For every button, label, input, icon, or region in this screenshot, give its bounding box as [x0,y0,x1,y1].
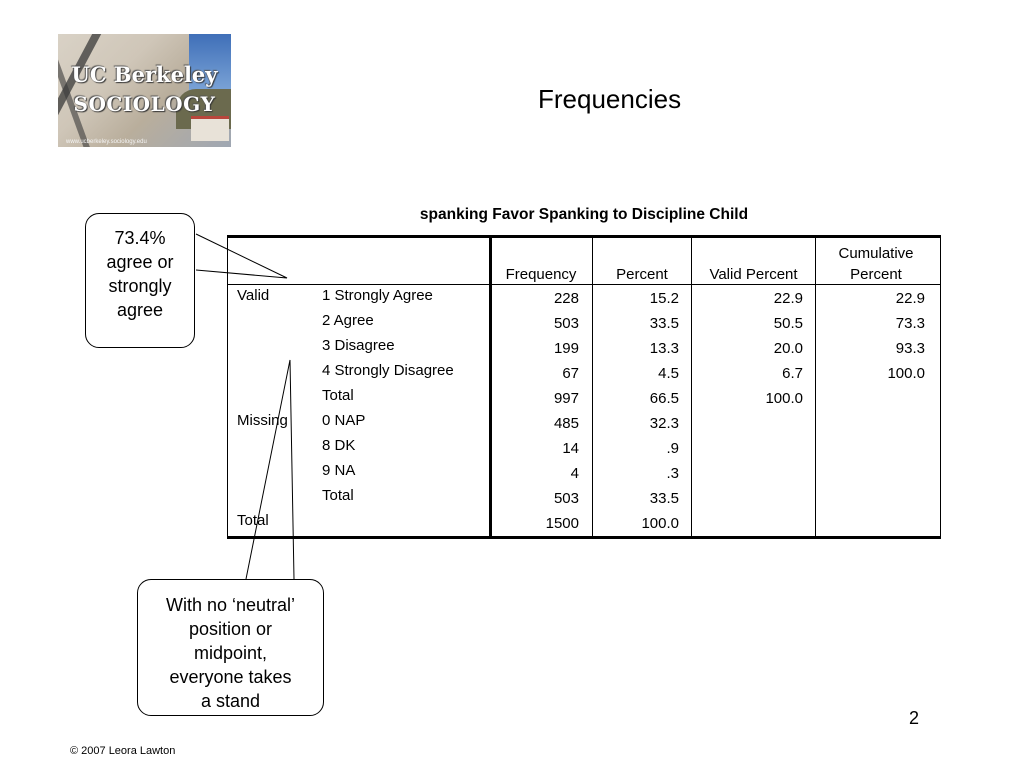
row-frequency: 503 [553,490,579,507]
page-number: 2 [909,708,920,728]
row-label: Total [322,487,354,504]
header-percent: Percent [616,266,668,283]
row-percent: 15.2 [649,290,679,307]
row-label: 0 NAP [322,412,366,429]
callout-line: With no ‘neutral’ [165,595,296,615]
row-valid-percent: 20.0 [773,340,803,357]
callout-no-neutral [137,579,324,716]
logo-line-2: SOCIOLOGY [73,92,216,116]
row-frequency: 997 [553,390,579,407]
row-label: 3 Disagree [322,337,395,354]
row-percent: 100.0 [641,515,679,532]
row-frequency: 1500 [545,515,579,532]
row-percent: 4.5 [658,365,679,382]
callout-agree-summary [85,213,195,348]
header-frequency: Frequency [505,266,577,283]
row-valid-percent: 6.7 [782,365,803,382]
row-cumulative: 22.9 [895,290,925,307]
row-label: 4 Strongly Disagree [322,362,454,379]
row-percent: 32.3 [649,415,679,432]
row-valid-percent: 22.9 [773,290,803,307]
row-frequency: 503 [553,315,579,332]
copyright-notice: © 2007 Leora Lawton [70,745,176,757]
callout-line: a stand [200,691,261,711]
callout-line: agree or [106,252,174,272]
group-label-missing: Missing [237,412,288,429]
row-frequency: 14 [562,440,579,457]
logo-small-text: www.ucberkeley.sociology.edu [66,139,147,145]
row-valid-percent: 50.5 [773,315,803,332]
row-label: Total [322,387,354,404]
row-frequency: 4 [570,465,579,482]
row-percent: 13.3 [649,340,679,357]
row-percent: .3 [666,465,679,482]
row-label: 2 Agree [322,312,374,329]
callout-line: strongly [108,276,172,296]
header-valid-percent: Valid Percent [709,266,798,283]
row-cumulative: 100.0 [887,365,925,382]
row-percent: 33.5 [649,490,679,507]
row-cumulative: 73.3 [895,315,925,332]
row-frequency: 199 [553,340,579,357]
logo-line-1: UC Berkeley [71,62,218,87]
row-percent: .9 [666,440,679,457]
slide-title: Frequencies [538,84,682,114]
header-cumulative-line1: Cumulative [838,245,914,262]
row-frequency: 485 [553,415,579,432]
row-percent: 66.5 [649,390,679,407]
row-valid-percent: 100.0 [765,390,803,407]
callout-line: position or [188,619,273,639]
row-label: 9 NA [322,462,356,479]
callout-line: everyone takes [169,667,292,687]
group-label-valid: Valid [237,287,270,304]
row-frequency: 67 [562,365,579,382]
row-cumulative: 93.3 [895,340,925,357]
group-label-total: Total [237,512,269,529]
table-title: spanking Favor Spanking to Discipline Child [419,206,749,223]
callout-line: agree [116,300,164,320]
header-cumulative-line2: Percent [850,266,902,283]
row-label: 1 Strongly Agree [322,287,433,304]
frequency-table [227,235,941,539]
row-frequency: 228 [553,290,579,307]
callout-line: midpoint, [193,643,268,663]
callout-line: 73.4% [114,228,166,248]
row-percent: 33.5 [649,315,679,332]
row-label: 8 DK [322,437,356,454]
